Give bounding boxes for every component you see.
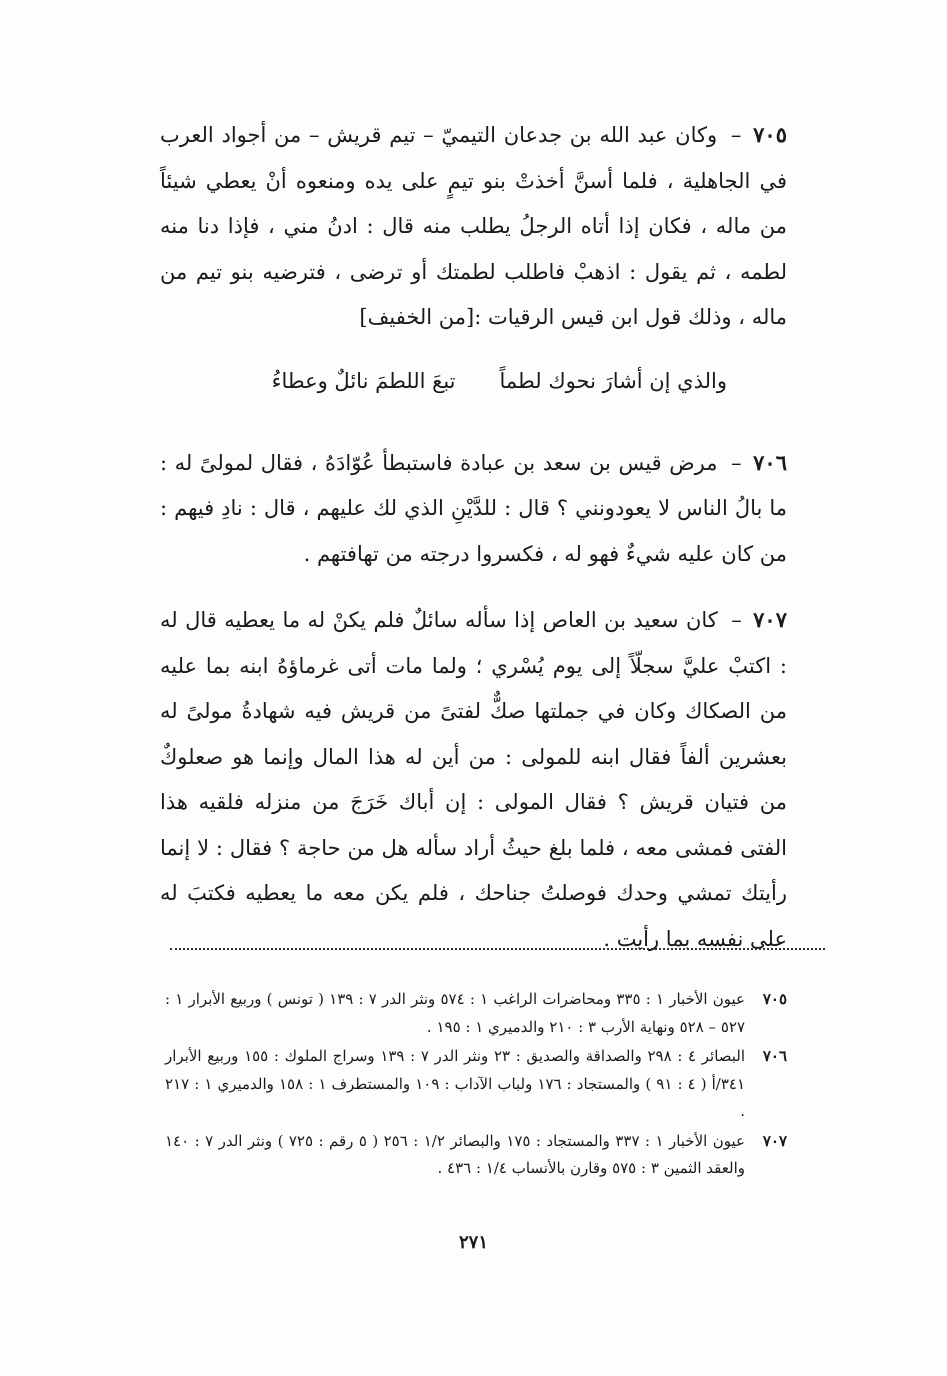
footnote-number: ٧٠٥ [762,990,787,1008]
paragraph-number: ٧٠٧ [753,607,787,632]
footnote-707 [165,1128,787,1183]
footnote-text: عيون الأخبار ١ : ٣٣٥ ومحاضرات الراغب ١ : ٥٧٤ ونثر الدر ٧ : ١٣٩ ( تونس ) وربيع الأبرار ١ : ٥٢٧ – ٥٢٨ ونهاية الأرب ٣ : ٢١٠ والدميري ١ : ١٩٥ . [165,990,746,1036]
paragraph-gap [160,577,787,597]
verse-second-hemistich: تبعَ اللطمَ نائلٌ وعطاءُ [271,368,456,393]
paragraph-706 [160,440,787,578]
footnote-text: البصائر ٤ : ٢٩٨ والصداقة والصديق : ٢٣ ونثر الدر ٧ : ١٣٩ وسراج الملوك : ١٥٥ وربيع الأبرار ٣٤١/أ ( ٤ : ٩١ ) والمستجاد : ١٧٦ ولباب الآداب : ١٠٩ والمستطرف ١ : ١٥٨ والدميري ١ : ٢١٧ . [165,1047,746,1120]
footnote-705 [165,986,787,1041]
paragraph-dash: – [731,450,742,475]
poem-verse [160,359,787,404]
footnote-separator [170,948,825,950]
paragraph-dash: – [730,123,742,147]
footnote-number: ٧٠٧ [762,1131,787,1150]
paragraph-705 [160,112,787,341]
paragraph-text: مرض قيس بن سعد بن عبادة فاستبطأ عُوّادَهُ ، فقال لمولىً له : ما بالُ الناس لا يعودونني ؟ قال : للدَّيْنِ الذي لك عليهم ، قال : نادِ فيهم : من كان عليه شيءٌ فهو له ، فكسروا درجته من تهافتهم . [160,450,787,566]
footnote-706 [165,1043,787,1126]
paragraph-number: ٧٠٥ [753,122,787,147]
footnote-text: عيون الأخبار ١ : ٣٣٧ والمستجاد : ١٧٥ والبصائر ١/٢ : ٢٥٦ ( ٥ رقم : ٧٢٥ ) ونثر الدر ٧ : ١٤٠ والعقد الثمين ٣ : ٥٧٥ وقارن بالأنساب ١/٤ : ٤٣٦ . [165,1131,745,1177]
verse-first-hemistich: والذي إن أشارَ نحوك لطماً [499,368,727,393]
paragraph-dash: – [731,608,742,632]
footnotes [165,986,787,1185]
page-number: ٢٧١ [458,1232,488,1253]
paragraph-text: كان سعيد بن العاص إذا سأله سائلٌ فلم يكنْ له ما يعطيه قال له : اكتبْ عليَّ سجلّاً إلى يوم يُسْري ؛ ولما مات أتى غرماؤهُ ابنه بما عليه من الصكاك وكان في جملتها صكٌّ لفتىً من قريش فيه شهادةُ مولىً له بعشرين ألفاً فقال ابنه للمولى : من أين له هذا المال وإنما هو صعلوكٌ من فتيان قريش ؟ فقال المولى : إن أباك خَرَجَ من منزله فلقيه هذا الفتى فمشى معه ، فلما بلغ حيثُ أراد سأله هل من حاجة ؟ فقال : لا إنما رأيتك تمشي وحدك فوصلتُ جناحك ، فلم يكن معه ما يعطيه فكتبَ له على نفسه بما رأيت . [160,608,787,951]
paragraph-text: وكان عبد الله بن جدعان التيميّ – تيم قريش – من أجواد العرب في الجاهلية ، فلما أسنَّ أخذتْ بنو تيمٍ على يده ومنعوه أنْ يعطي شيئاً من ماله ، فكان إذا أتاه الرجلُ يطلب منه قال : ادنُ مني ، فإذا دنا منه لطمه ، ثم يقول : اذهبْ فاطلب لطمتك أو ترضى ، فترضيه بنو تيم من ماله ، وذلك قول ابن قيس الرقيات :[من الخفيف] [160,123,787,329]
footnote-number: ٧٠٦ [762,1047,787,1065]
paragraph-number: ٧٠٦ [753,449,787,475]
paragraph-707 [160,597,787,962]
main-text [160,112,787,962]
